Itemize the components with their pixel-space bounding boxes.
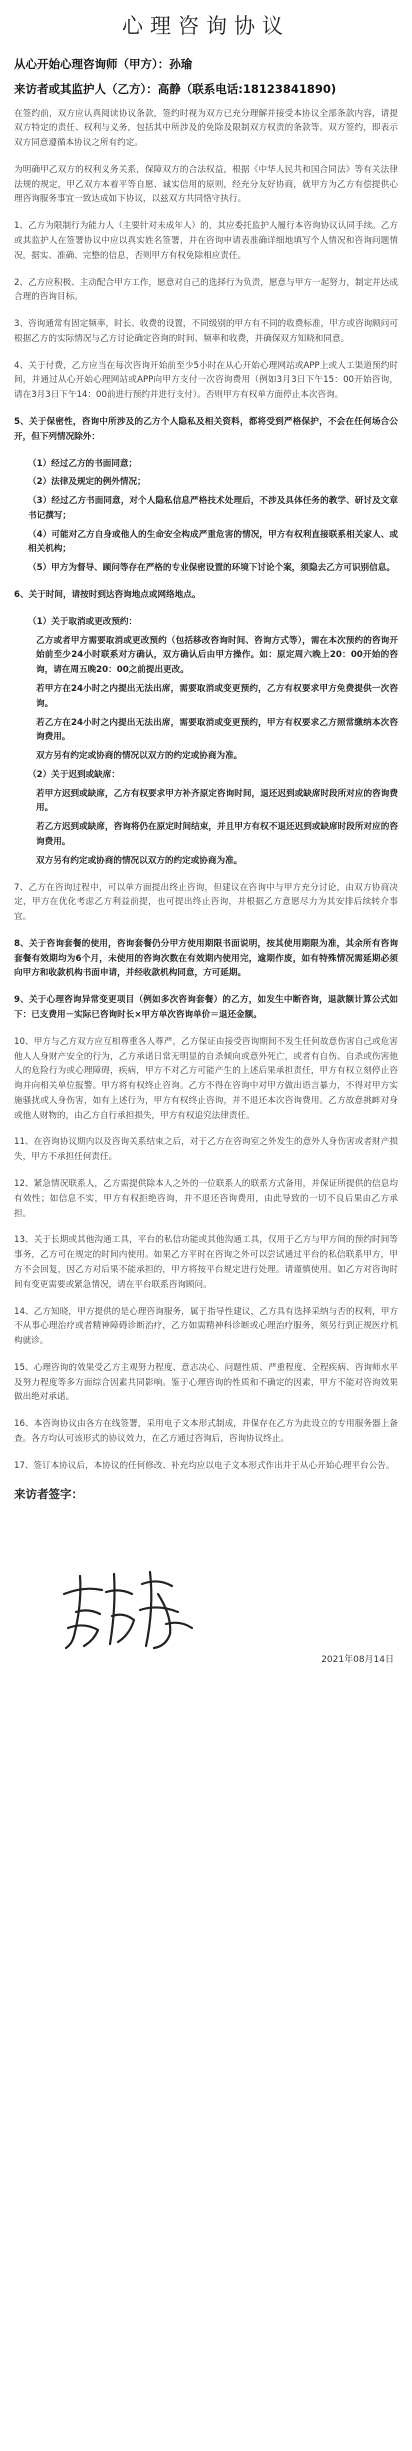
intro-paragraph: 在签约前，双方应认真阅读协议条款，签约时视为双方已充分理解并接受本协议全部条款内容，请提双方特定的责任、权利与义务，包括其中所涉及的免除及限制双方权责的条款等。双方签约，即表示双方同意遵循本协议之所有约定。 (14, 108, 398, 149)
clause-c6-1c: 若乙方在24小时之内提出无法出席，需要取消或变更预约，甲方有权要求乙方照常缴纳本次咨询费用。 (36, 717, 398, 743)
clause-c6-2: （2）关于迟到或缺席： (28, 769, 120, 780)
page-title: 心理咨询协议 (122, 14, 290, 38)
clause-c1: 1、乙方为限制行为能力人（主要针对未成年人）的，其应委托监护人履行本咨询协议认同手续。乙方或其监护人在签署协议中应以真实姓名签署，并在咨询申请表准确详细地填写个人情况和咨询问题情况，据实、准确、完整的信息，否则甲方有权免除相应责任。 (14, 221, 398, 261)
clause-c5-2: （2）法律及规定的例外情况； (28, 477, 146, 488)
clause-c10: 10、甲方与乙方双方应互相尊重各人尊严，乙方保证由接受咨询期间不发生任何故意伤害自己或危害他人人身财产安全的行为，乙方承诺日常无明显的自杀倾向或意外死亡，或者有自伤、自杀或伤害他人的危险行为或心理障碍，疾病，甲方不对乙方可能产生的上述后果承担责任，甲方有权立刻停止咨询并向相关单位报警。甲方将有权终止咨询。乙方不得在咨询中对甲方做出语言暴力，不得对甲方实施骚扰或人身伤害，如有上述行为，甲方有权终止咨询，并不退还本次咨询费用。乙方故意挑衅对身或他人财物的，由乙方自行承担损失，甲方有权追究法律责任。 (14, 1036, 398, 1121)
clause-c6-1d: 双方另有约定或协商的情况以双方的约定或协商为准。 (36, 751, 243, 762)
purpose-paragraph: 为明确甲乙双方的权利义务关系，保障双方的合法权益，根据《中华人民共和国合同法》等有关法律法规的规定，甲乙双方本着平等自愿、诚实信用的原则，经充分友好协商，就甲方为乙方有偿提供心理咨询服务事宜一致达成如下协议，以兹双方共同恪守执行。 (14, 164, 398, 205)
clause-c6-1a: 乙方或者甲方需要取消或更改预约（包括移改咨询时间、咨询方式等），需在本次预约的咨询开始前至少24小时联系对方确认，双方确认后由甲方操作。如：原定周六晚上20：00开始的咨询，请在周五晚20：00之前提出更改。 (36, 635, 398, 676)
clause-c8: 8、关于咨询套餐的使用，咨询套餐仍分甲方使用期限书面说明，按其使用期限为准，其余所有咨询套餐有效期均为6个月，未使用的咨询次数在有效期内使用完，逾期作废，如有特殊情况需延期必须向甲方和收款机构书面申请，并经收款机构同意，方可延期。 (14, 938, 398, 979)
clause-c13: 13、关于长期或其他沟通工具，平台的私信功能或其他沟通工具，仅用于乙方与甲方间的预约时间等事务，乙方可在规定的时间内使用。如果乙方平时在咨询之外可以尝试通过平台的私信联系甲方，甲方不会回复，因乙方对后果不能承担的，甲方将按平台规定进行处理。请谨慎使用。如乙方对咨询时间有变更需要或紧急情况，请在平台联系咨询顾问。 (14, 1235, 398, 1290)
clause-c5-3: （3）经过乙方书面同意，对个人隐私信息严格技术处理后，不涉及具体任务的教学、研讨及文章书记撰写； (28, 496, 398, 521)
clause-c5-5: （5）甲方为督导、顾问等存在严格的专业保密设置的环境下讨论个案，须隐去乙方可识别信息。 (28, 563, 395, 574)
clause-c7: 7、乙方在咨询过程中，可以单方面提出终止咨询，但建议在咨询中与甲方充分讨论，由双方协商决定，甲方在优化考虑乙方利益前提，也可提出终止咨询，并根据乙方意愿尽力为其安排后续转介事宜。 (14, 882, 398, 923)
clause-c9: 9、关于心理咨询异常变更项目（例如多次咨询套餐）的乙方，如发生中断咨询，退款额计算公式如下：已支费用－实际已咨询时长×甲方单次咨询单价＝退还金额。 (14, 995, 398, 1020)
signature-date: 2021年08月14日 (321, 1654, 394, 1665)
clause-c14: 14、乙方知晓，甲方提供的是心理咨询服务，属于指导性建议，乙方具有选择采纳与否的权利，甲方不从事心理治疗或者精神障碍诊断治疗，乙方如需精神科诊断或心理治疗服务，须另行到正规医疗机构就诊。 (14, 1306, 398, 1347)
clause-c6: 6、关于时间，请按时到达咨询地点或网络地点。 (14, 590, 201, 601)
handwritten-signature (54, 1564, 204, 1654)
clause-c4: 4、关于付费，乙方应当在每次咨询开始前至少5小时在从心开始心理网站或APP上或人工渠道预约时间，并通过从心开始心理网站或APP向甲方支付一次咨询费用（例如3月3日下午15：00开始咨询，请在3月3日下午14：00前进行预约并进行支付）。否则甲方有权单方面停止本次咨询。 (14, 360, 398, 401)
clause-c6-1: （1）关于取消或更改预约： (28, 616, 138, 627)
clause-c12: 12、紧急情况联系人，乙方需提供除本人之外的一位联系人的联系方式备用，并保证所提供的信息均有效性；如信息不实，甲方有权拒绝咨询，并不退还咨询费用，由此导致的一切不良后果由乙方承担。 (14, 1179, 398, 1219)
clause-c16: 16、本咨询协议由各方在线签署，采用电子文本形式制成，并保存在乙方为此设立的专用服务器上备查。各方均认可该形式的协议效力，在乙方通过咨询后，咨询协议终止。 (14, 1419, 398, 1444)
clause-c5-1: （1）经过乙方的书面同意； (28, 458, 138, 469)
clause-c6-2b: 若乙方迟到或缺席，咨询将仍在原定时间结束，并且甲方有权不退还迟到或缺席时段所对应的咨询费用。 (36, 822, 398, 847)
clause-c6-2c: 双方另有约定或协商的情况以双方的约定或协商为准。 (36, 855, 243, 866)
clause-c2: 2、乙方应积极、主动配合甲方工作，愿意对自己的选择行为负责，愿意与甲方一起努力，制定并达成合理的咨询目标。 (14, 277, 398, 303)
clause-c3: 3、咨询通常有固定频率，时长、收费的设置，不同级别的甲方有不同的收费标准，甲方或咨询顾问可根据乙方的实际情况与乙方讨论确定咨询的时间、频率和收费，并确保双方知晓和同意。 (14, 319, 398, 344)
signature-area (14, 1502, 398, 1652)
clause-c6-2a: 若甲方迟到或缺席，乙方有权要求甲方补齐原定咨询时间，退还迟到或缺席时段所对应的咨询费用。 (36, 788, 398, 814)
therapist-party-line: 从心开始心理咨询师（甲方）：孙瑜 (14, 57, 193, 71)
clause-c15: 15、心理咨询的效果受乙方主观努力程度、意志决心、问题性质、严重程度、全程疾病、咨询师水平及努力程度等多方面综合因素共同影响。鉴于心理咨询的性质和不确定的因素，甲方不能对咨询效果做出绝对承诺。 (14, 1362, 398, 1403)
clause-c11: 11、在咨询协议期内以及咨询关系结束之后，对于乙方在咨询室之外发生的意外人身伤害或者财产损失，甲方不承担任何责任。 (14, 1137, 398, 1163)
clause-c17: 17、签订本协议后，本协议的任何修改、补充均应以电子文本形式作出并于从心开始心理平台公告。 (14, 1460, 395, 1471)
client-party-line: 来访者或其监护人（乙方）：高静（联系电话:18123841890) (14, 82, 337, 97)
signature-label: 来访者签字： (14, 1486, 83, 1501)
clause-c5: 5、关于保密性，咨询中所涉及的乙方个人隐私及相关资料，都将受到严格保护，不会在任何场合公开，但下列情况除外： (14, 417, 398, 442)
clause-list (14, 219, 398, 1473)
clause-c5-4: （4）可能对乙方自身或他人的生命安全构成严重危害的情况，甲方有权利直接联系相关家人、或相关机构； (28, 529, 398, 555)
clause-c6-1b: 若甲方在24小时之内提出无法出席，需要取消或变更预约，乙方有权要求甲方免费提供一次咨询。 (36, 683, 398, 709)
